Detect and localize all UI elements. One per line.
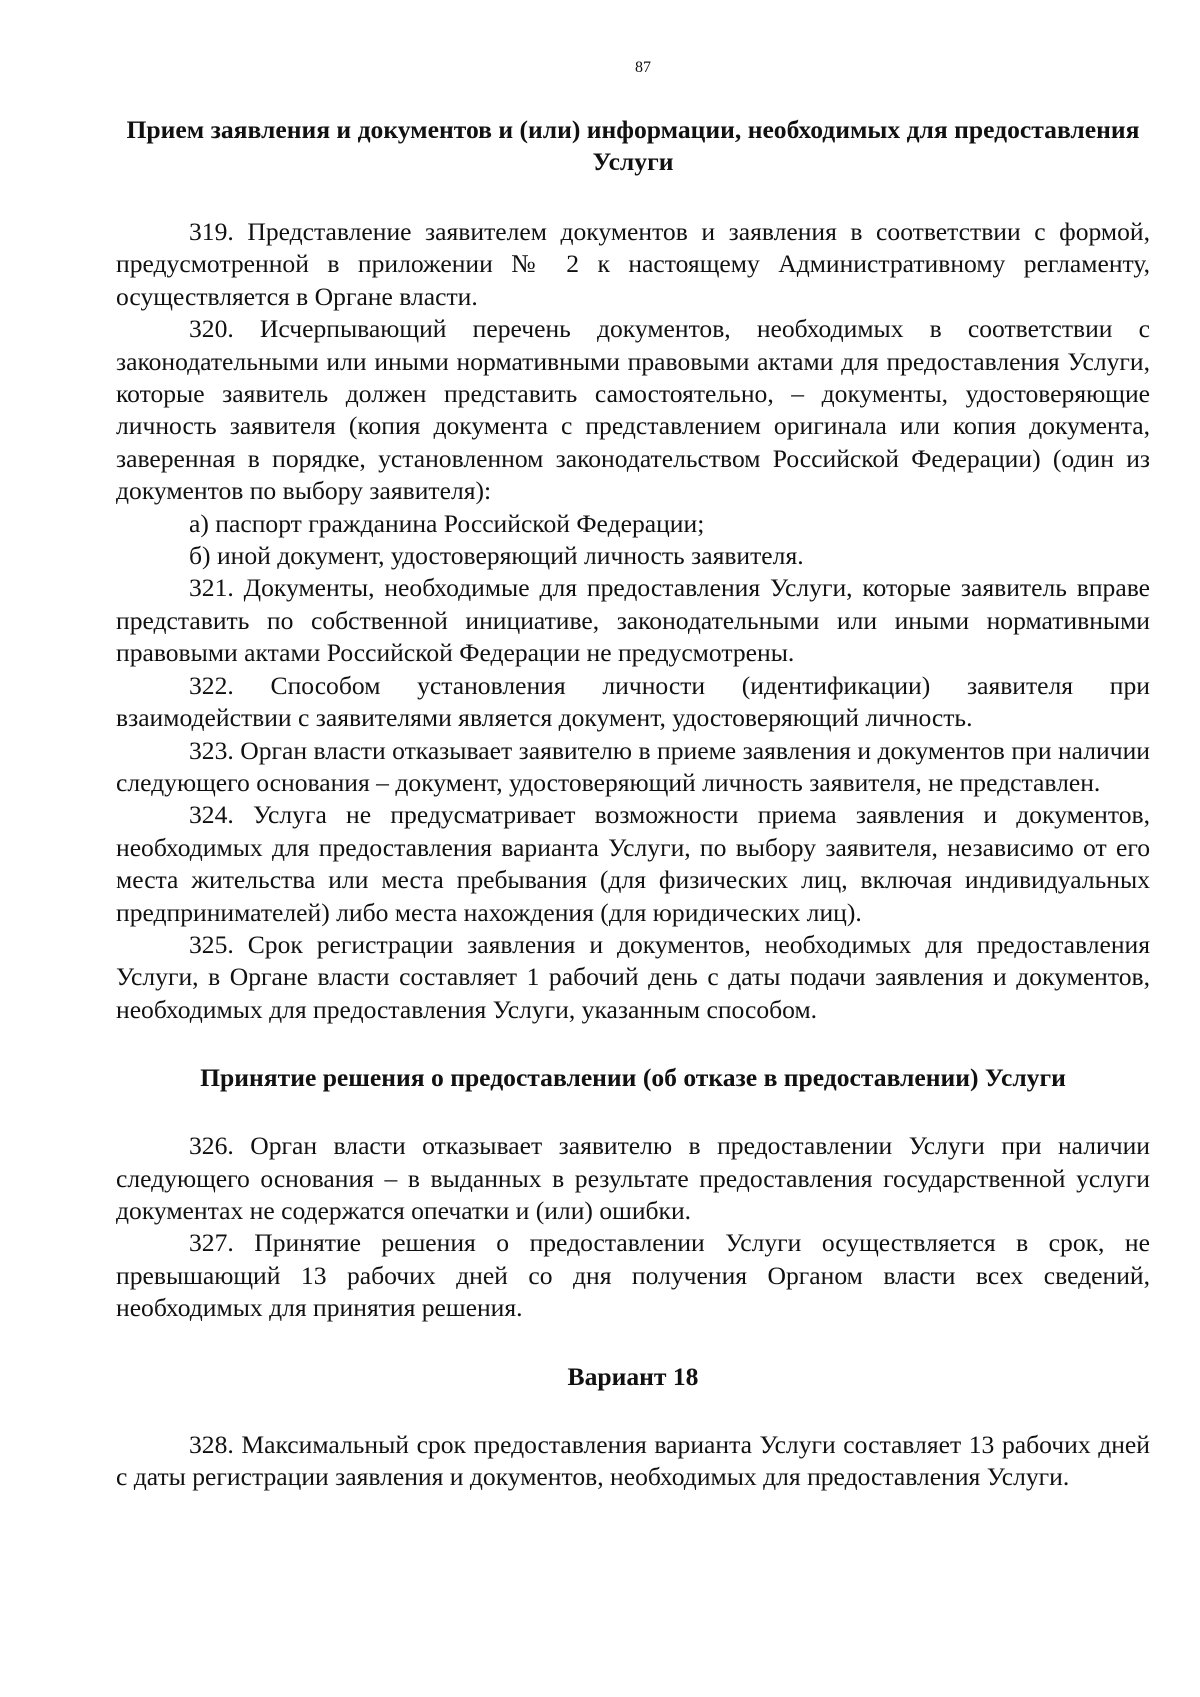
paragraph-320: 320. Исчерпывающий перечень документов, необходимых в соответствии с законодательными или иными нормативными правовыми актами для предоставления Услуги, которые заявитель должен представить самостоятельно, – документы, удостоверяющие личность заявителя (копия документа с представлением оригинала или копия документа, заверенная в порядке, установленном законодательством Российской Федерации) (один из документов по выбору заявителя): [116,314,1150,506]
page-number: 87 [635,59,651,76]
list-item-a: а) паспорт гражданина Российской Федерации; [189,508,705,538]
paragraph-321: 321. Документы, необходимые для предоставления Услуги, которые заявитель вправе представить по собственной инициативе, законодательными или иными нормативными правовыми актами Российской Федерации не предусмотрены. [116,573,1150,668]
paragraph-323: 323. Орган власти отказывает заявителю в приеме заявления и документов при наличии следующего основания – документ, удостоверяющий личность заявителя, не представлен. [116,735,1150,797]
paragraph-322: 322. Способом установления личности (идентификации) заявителя при взаимодействии с заявителями является документ, удостоверяющий личность. [116,670,1150,733]
paragraph-327: 327. Принятие решения о предоставлении Услуги осуществляется в срок, не превышающий 13 рабочих дней со дня получения Органом власти всех сведений, необходимых для принятия решения. [116,1228,1150,1323]
section-heading-variant: Вариант 18 [567,1361,699,1391]
list-item-b: б) иной документ, удостоверяющий личность заявителя. [189,541,804,571]
paragraph-328: 328. Максимальный срок предоставления варианта Услуги составляет 13 рабочих дней с даты регистрации заявления и документов, необходимых для предоставления Услуги. [116,1429,1150,1491]
paragraph-325: 325. Срок регистрации заявления и документов, необходимых для предоставления Услуги, в Органе власти составляет 1 рабочий день с даты подачи заявления и документов, необходимых для предоставления Услуги, указанным способом. [116,929,1150,1024]
paragraph-326: 326. Орган власти отказывает заявителю в предоставлении Услуги при наличии следующего основания – в выданных в результате предоставления государственной услуги документах не содержатся опечатки и (или) ошибки. [116,1131,1150,1225]
section-heading-decision: Принятие решения о предоставлении (об отказе в предоставлении) Услуги [200,1063,1066,1093]
section-heading-reception: Прием заявления и документов и (или) информации, необходимых для предоставления Услуги [126,115,1140,176]
paragraph-319: 319. Представление заявителем документов и заявления в соответствии с формой, предусмотренной в приложении № 2 к настоящему Административному регламенту, осуществляется в Органе власти. [116,217,1150,311]
document-page [116,58,1150,1493]
paragraph-324: 324. Услуга не предусматривает возможности приема заявления и документов, необходимых для предоставления варианта Услуги, по выбору заявителя, независимо от его места жительства или места пребывания (для физических лиц, включая индивидуальных предпринимателей) либо места нахождения (для юридических лиц). [116,800,1150,927]
